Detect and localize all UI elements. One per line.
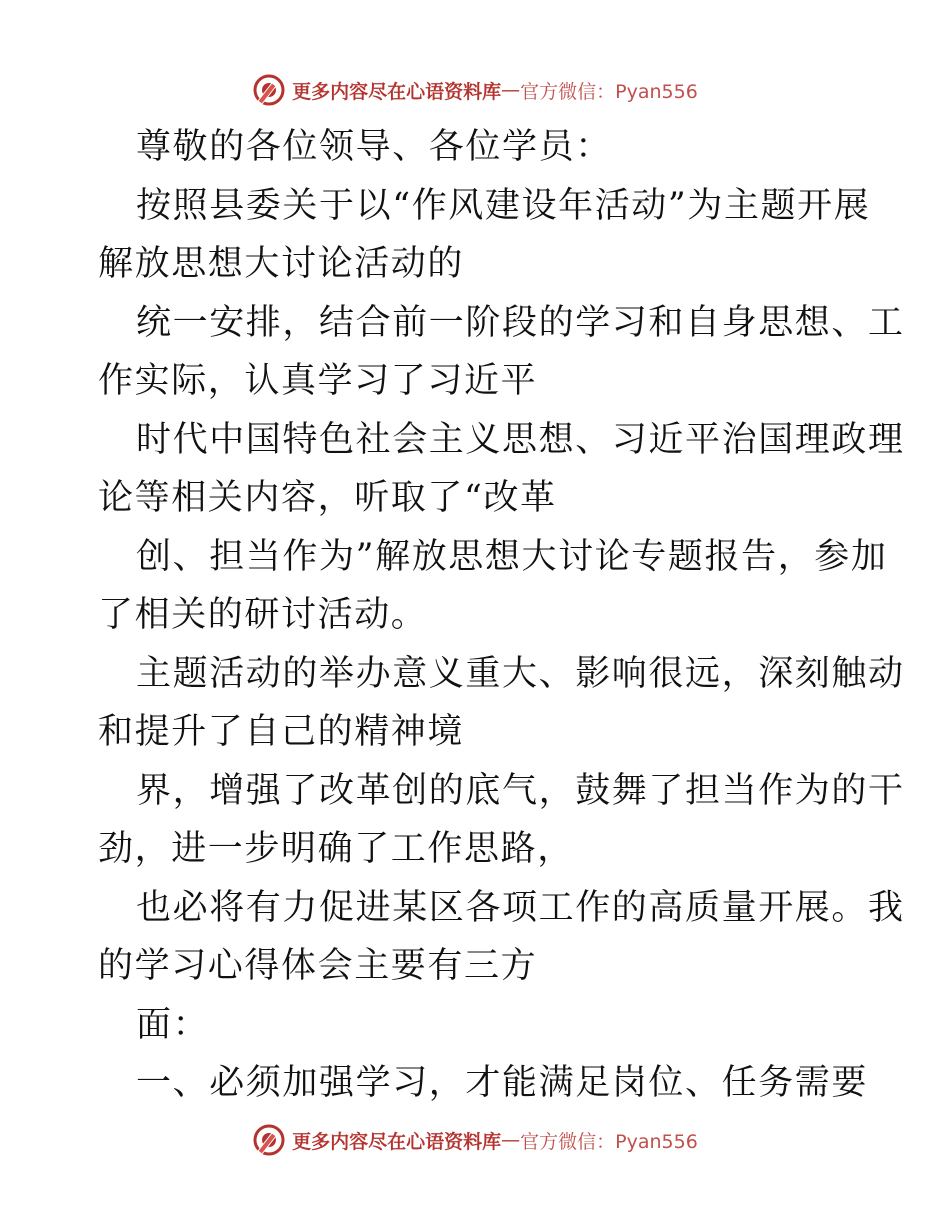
paragraph-line: 界，增强了改革创的底气，鼓舞了担当作为的干 [136, 770, 905, 811]
pen-logo-icon [252, 73, 286, 107]
paragraph-line: 的学习心得体会主要有三方 [98, 946, 538, 986]
paragraph-line: 解放思想大讨论活动的 [98, 244, 465, 284]
banner-main-text: 更多内容尽在心语资料库 [292, 80, 502, 103]
footer-watermark-banner [0, 1120, 950, 1160]
paragraph-line: 统一安排，结合前一阶段的学习和自身思想、工 [136, 302, 905, 343]
banner-dash: — [501, 79, 521, 101]
paragraph-line: 了相关的研讨活动。 [98, 595, 428, 635]
paragraph-line: 也必将有力促进某区各项工作的高质量开展。我 [136, 887, 905, 928]
paragraph-line: 和提升了自己的精神境 [98, 712, 465, 752]
paragraph-line: 面： [136, 1004, 210, 1045]
paragraph-line: 劲，进一步明确了工作思路， [98, 829, 574, 869]
banner-main-text: 更多内容尽在心语资料库 [292, 1130, 502, 1153]
pen-logo-icon [252, 1123, 286, 1157]
salutation: 尊敬的各位领导、各位学员： [136, 127, 612, 167]
banner-account-text: 官方微信：Pyan556 [520, 1130, 698, 1153]
paragraph-line: 论等相关内容，听取了“改革 [98, 478, 557, 518]
paragraph-line: 作实际，认真学习了习近平 [98, 361, 538, 401]
section-heading: 一、必须加强学习，才能满足岗位、任务需要 [136, 1063, 869, 1103]
paragraph-line: 按照县委关于以“作风建设年活动”为主题开展 [136, 185, 871, 226]
banner-dash: — [501, 1129, 521, 1151]
document-body [98, 118, 905, 1113]
header-watermark-banner [0, 70, 950, 110]
paragraph-line: 主题活动的举办意义重大、影响很远，深刻触动 [136, 653, 905, 694]
paragraph-line: 创、担当作为”解放思想大讨论专题报告，参加 [136, 536, 888, 577]
paragraph-line: 时代中国特色社会主义思想、习近平治国理政理 [136, 419, 905, 460]
banner-account-text: 官方微信：Pyan556 [520, 80, 698, 103]
